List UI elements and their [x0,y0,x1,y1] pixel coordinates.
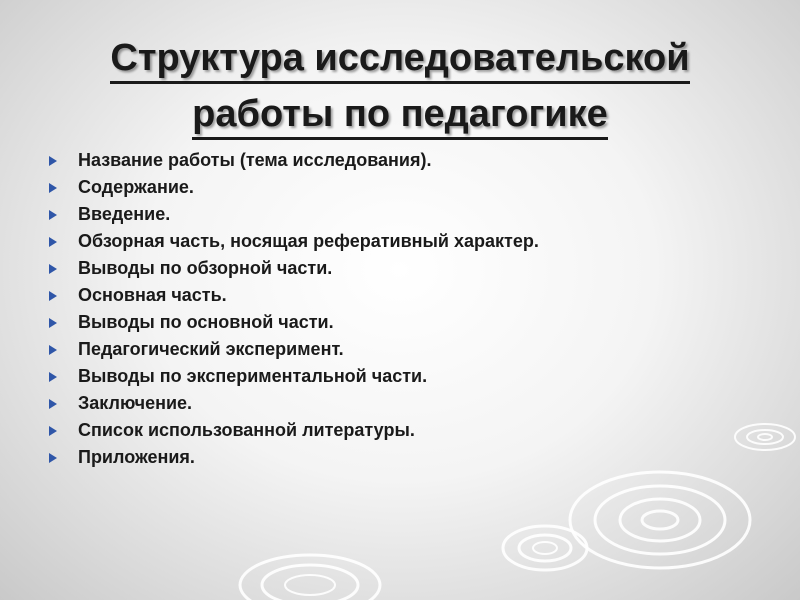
triangle-bullet-icon [48,255,60,282]
list-item [48,390,539,417]
triangle-bullet-icon [48,390,60,417]
triangle-bullet-icon [48,201,60,228]
list-item [48,255,539,282]
list-item-text: Выводы по экспериментальной части. [78,366,428,386]
slide-title-line1: Структура исследовательской [110,35,689,84]
list-item-text: Педагогический эксперимент. [78,339,344,359]
list-item-text: Приложения. [78,447,195,467]
list-item-text: Содержание. [78,177,194,197]
list-item-text: Название работы (тема исследования). [78,150,432,170]
list-item [48,336,539,363]
list-item-text: Заключение. [78,393,193,413]
list-item [48,174,539,201]
triangle-bullet-icon [48,228,60,255]
triangle-bullet-icon [48,363,60,390]
list-item-text: Основная часть. [78,285,227,305]
triangle-bullet-icon [48,309,60,336]
list-item-text: Выводы по обзорной части. [78,258,333,278]
list-item [48,444,539,471]
list-item [48,228,539,255]
triangle-bullet-icon [48,417,60,444]
triangle-bullet-icon [48,147,60,174]
slide-title-line2: работы по педагогике [192,91,608,140]
triangle-bullet-icon [48,336,60,363]
slide-title [0,32,800,144]
list-item-text: Выводы по основной части. [78,312,334,332]
bullet-list [48,147,539,471]
list-item [48,282,539,309]
list-item [48,147,539,174]
triangle-bullet-icon [48,444,60,471]
list-item [48,363,539,390]
list-item-text: Введение. [78,204,171,224]
list-item-text: Список использованной литературы. [78,420,415,440]
triangle-bullet-icon [48,174,60,201]
list-item [48,309,539,336]
list-item [48,417,539,444]
triangle-bullet-icon [48,282,60,309]
list-item-text: Обзорная часть, носящая реферативный характер. [78,231,539,251]
list-item [48,201,539,228]
